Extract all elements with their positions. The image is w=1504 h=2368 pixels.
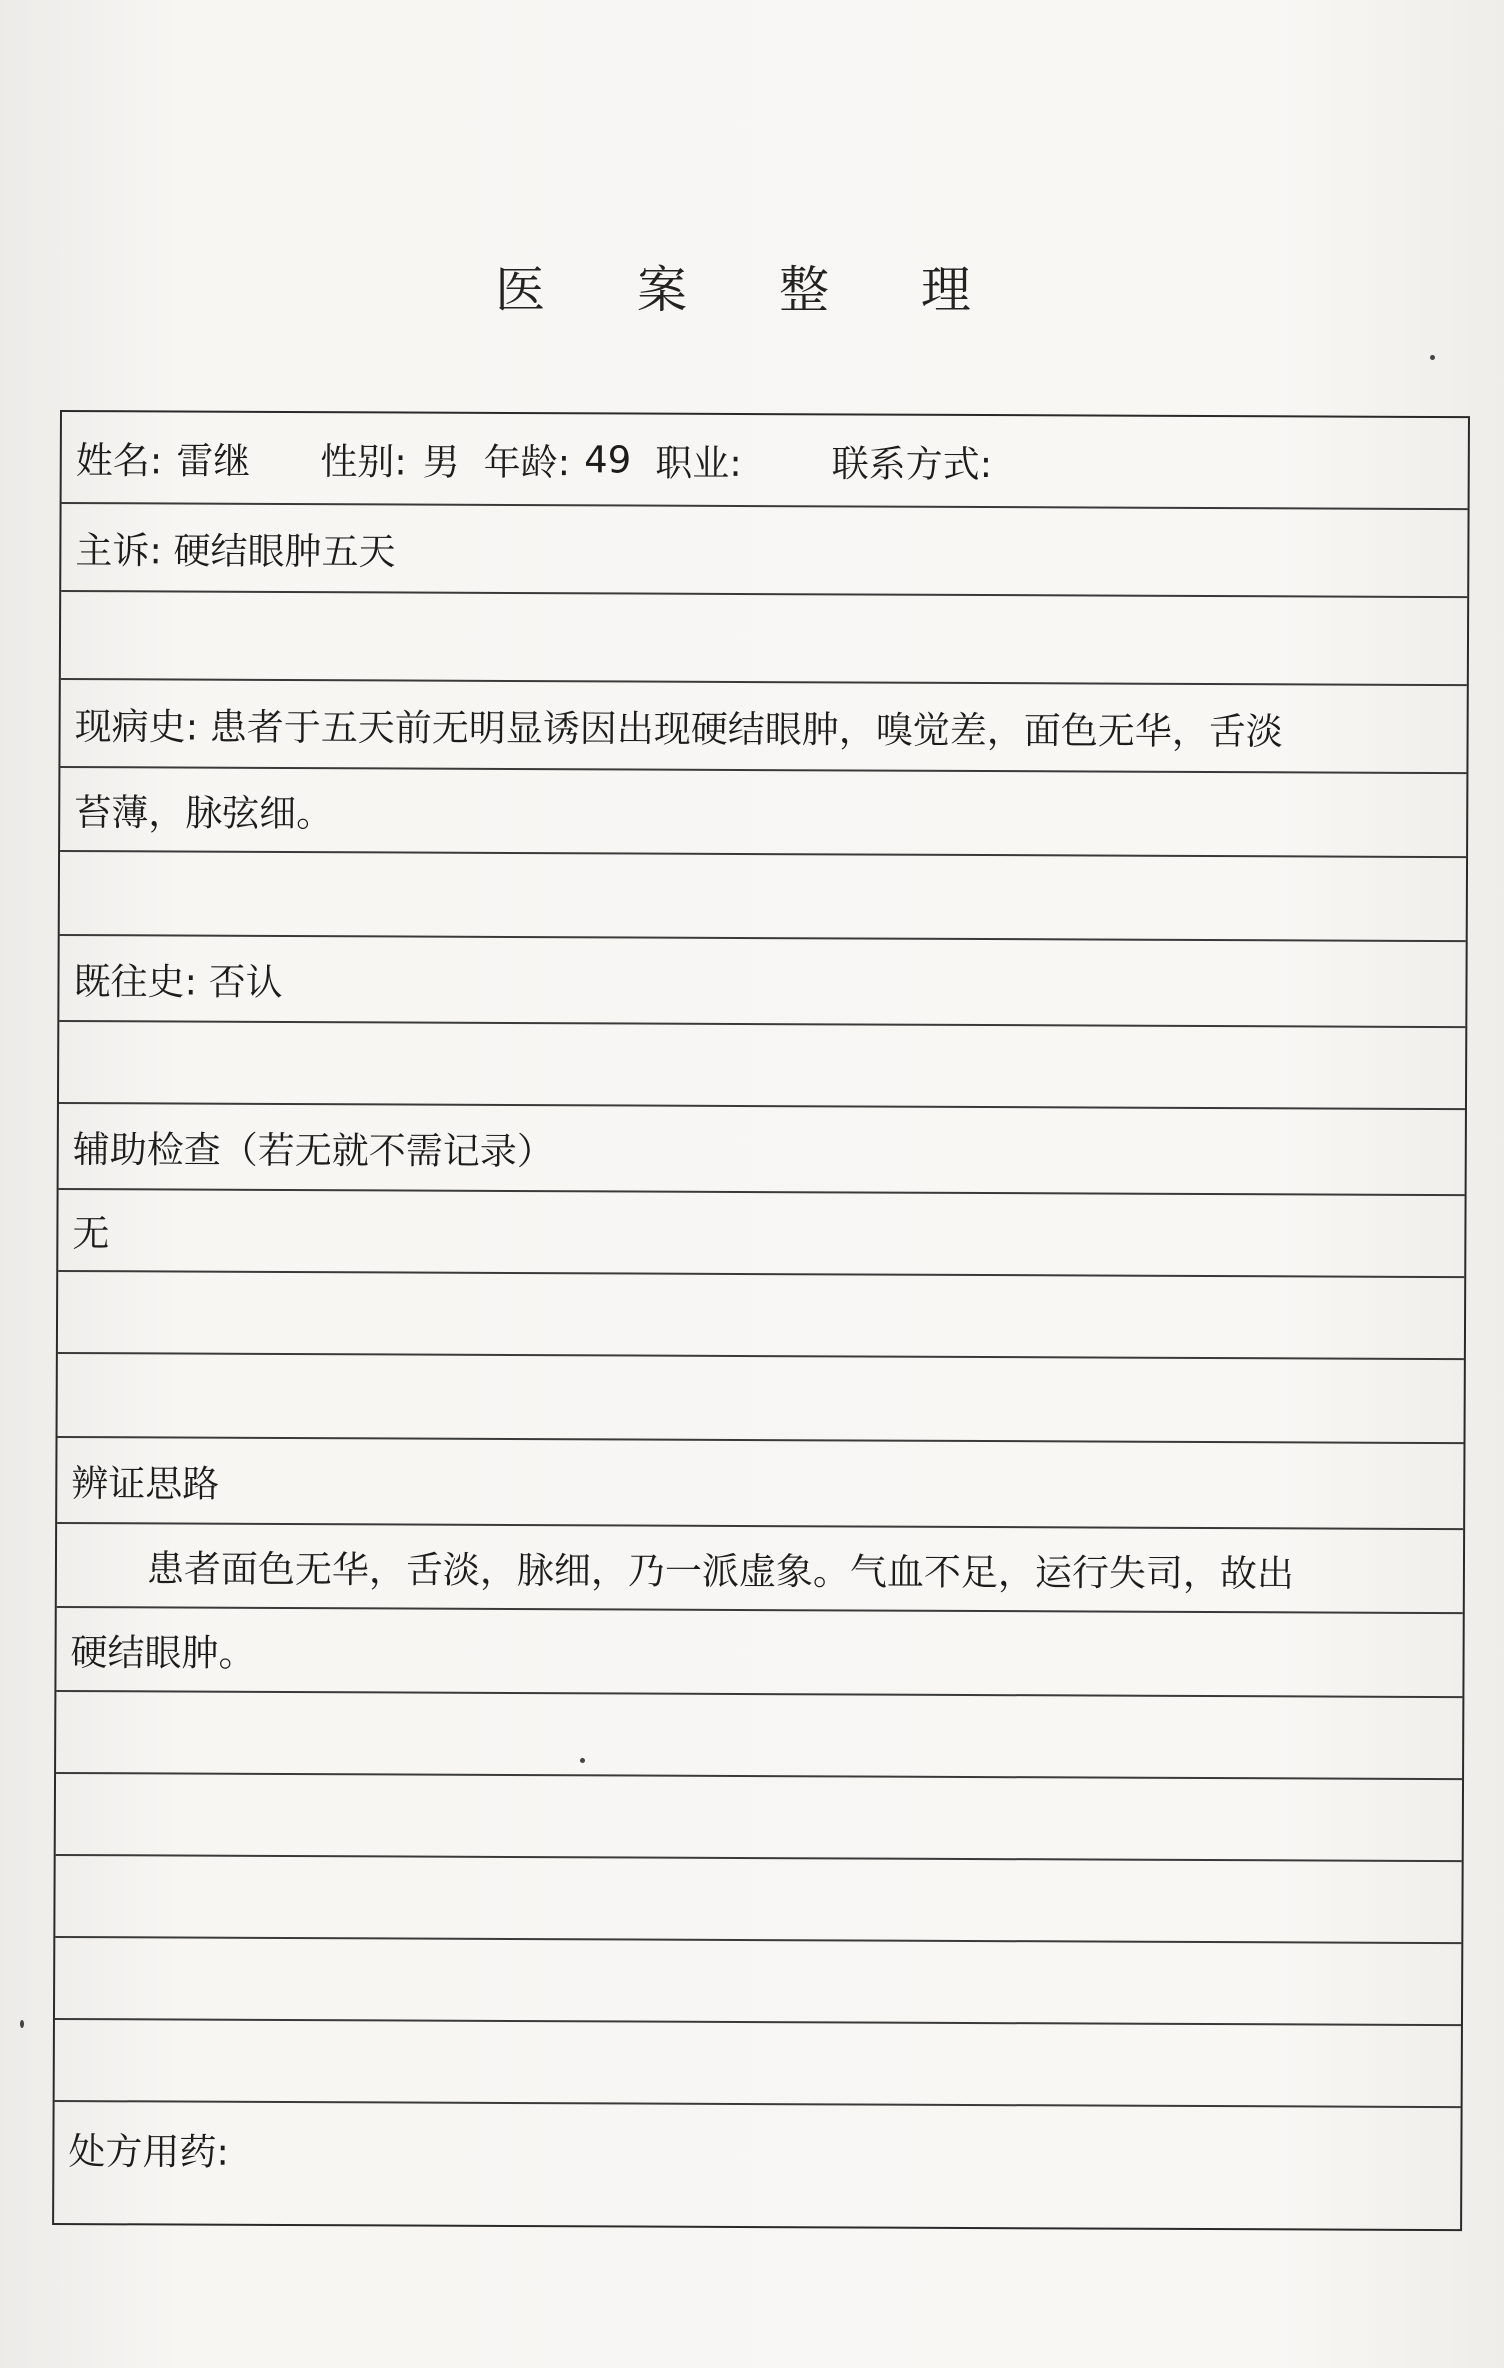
sex-value: 男 [422, 440, 460, 484]
present-illness-row-2 [60, 768, 1466, 858]
auxiliary-exam-row [59, 1104, 1465, 1196]
blank-line [58, 1272, 1464, 1360]
auxiliary-exam-label: 辅助检查（若无就不需记录） [72, 1128, 554, 1174]
auxiliary-exam-value: 无 [72, 1212, 110, 1256]
differentiation-line2: 硬结眼肿。 [70, 1631, 256, 1675]
occupation-label: 职业: [655, 441, 742, 485]
case-record-form [52, 410, 1470, 2231]
differentiation-row [57, 1524, 1463, 1614]
paper-speck [580, 1758, 585, 1763]
sex-label: 性别: [320, 440, 407, 484]
age-label: 年龄: [483, 440, 571, 485]
blank-line [61, 592, 1467, 686]
prescription-label: 处方用药: [68, 2130, 229, 2174]
differentiation-line1: 患者面色无华，舌淡，脉细，乃一派虚象。气血不足，运行失司，故出 [146, 1547, 1295, 1596]
name-value: 雷继 [176, 439, 251, 483]
contact-label: 联系方式: [831, 442, 993, 487]
past-history-row [59, 936, 1465, 1028]
differentiation-label-row [57, 1438, 1463, 1530]
chief-complaint-text: 主诉: 硬结眼肿五天 [75, 529, 396, 574]
paper-speck [20, 2020, 24, 2028]
chief-complaint-row [61, 504, 1467, 598]
patient-info-row [62, 412, 1468, 510]
blank-line [55, 1938, 1461, 2026]
blank-line [58, 1354, 1464, 1444]
prescription-row [54, 2102, 1460, 2200]
auxiliary-exam-value-row [58, 1190, 1464, 1278]
blank-line [56, 1692, 1462, 1780]
age-value: 49 [584, 437, 632, 481]
blank-line [55, 1856, 1461, 1944]
blank-line [59, 1022, 1465, 1110]
blank-line [55, 2020, 1461, 2108]
blank-line [60, 852, 1466, 942]
paper-speck [1430, 355, 1435, 360]
differentiation-row-2 [56, 1608, 1462, 1698]
document-title: 医 案 整 理 [495, 261, 1009, 319]
present-illness-row [60, 680, 1466, 774]
blank-line [56, 1774, 1462, 1862]
past-history-text: 既往史: 否认 [73, 960, 283, 1004]
present-illness-line1: 现病史: 患者于五天前无明显诱因出现硬结眼肿，嗅觉差，面色无华，舌淡 [74, 705, 1283, 754]
name-label: 姓名: [75, 439, 163, 483]
present-illness-line2: 苔薄，脉弦细。 [74, 791, 334, 836]
differentiation-label: 辨证思路 [71, 1462, 220, 1506]
